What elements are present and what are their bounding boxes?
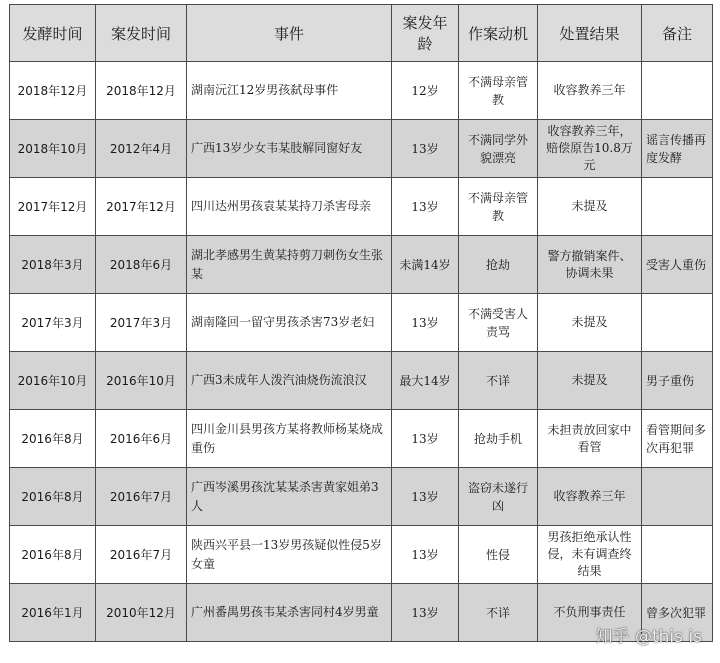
note-cell <box>642 294 713 352</box>
motive-cell: 抢劫 <box>459 236 538 294</box>
age-cell: 最大14岁 <box>392 352 459 410</box>
result-cell: 未担责放回家中看管 <box>538 410 642 468</box>
result-cell: 未提及 <box>538 294 642 352</box>
ferment-time-cell: 2016年8月 <box>10 526 96 584</box>
event-cell: 湖北孝感男生黄某持剪刀刺伤女生张某 <box>187 236 392 294</box>
header-occur-time: 案发时间 <box>96 5 187 62</box>
motive-cell: 抢劫手机 <box>459 410 538 468</box>
ferment-time-cell: 2016年8月 <box>10 410 96 468</box>
ferment-time-cell: 2018年3月 <box>10 236 96 294</box>
event-cell: 广西岑溪男孩沈某某杀害黄家姐弟3人 <box>187 468 392 526</box>
header-ferment-time: 发酵时间 <box>10 5 96 62</box>
table-row <box>10 120 713 178</box>
header-note: 备注 <box>642 5 713 62</box>
zhihu-watermark: 知乎 @this is <box>595 627 702 647</box>
event-cell: 广州番禺男孩韦某杀害同村4岁男童 <box>187 584 392 642</box>
age-cell: 13岁 <box>392 526 459 584</box>
motive-cell: 不详 <box>459 584 538 642</box>
occur-time-cell: 2016年6月 <box>96 410 187 468</box>
motive-cell: 盗窃未遂行凶 <box>459 468 538 526</box>
table-row <box>10 526 713 584</box>
table-row <box>10 236 713 294</box>
age-cell: 13岁 <box>392 410 459 468</box>
age-cell: 13岁 <box>392 468 459 526</box>
result-cell: 男孩拒绝承认性侵，未有调查终结果 <box>538 526 642 584</box>
note-cell <box>642 178 713 236</box>
header-result: 处置结果 <box>538 5 642 62</box>
juvenile-case-table <box>9 4 713 642</box>
occur-time-cell: 2016年7月 <box>96 526 187 584</box>
note-cell <box>642 526 713 584</box>
header-age: 案发年龄 <box>392 5 459 62</box>
event-cell: 湖南隆回一留守男孩杀害73岁老妇 <box>187 294 392 352</box>
result-cell: 不负刑事责任 <box>538 584 642 642</box>
occur-time-cell: 2017年12月 <box>96 178 187 236</box>
motive-cell: 不满同学外貌漂亮 <box>459 120 538 178</box>
ferment-time-cell: 2018年12月 <box>10 62 96 120</box>
age-cell: 13岁 <box>392 584 459 642</box>
event-cell: 四川金川县男孩方某将教师杨某烧成重伤 <box>187 410 392 468</box>
occur-time-cell: 2017年3月 <box>96 294 187 352</box>
motive-cell: 不详 <box>459 352 538 410</box>
occur-time-cell: 2010年12月 <box>96 584 187 642</box>
age-cell: 12岁 <box>392 62 459 120</box>
ferment-time-cell: 2016年10月 <box>10 352 96 410</box>
result-cell: 收容教养三年 <box>538 62 642 120</box>
result-cell: 警方撤销案件、协调未果 <box>538 236 642 294</box>
ferment-time-cell: 2017年3月 <box>10 294 96 352</box>
age-cell: 13岁 <box>392 294 459 352</box>
occur-time-cell: 2012年4月 <box>96 120 187 178</box>
occur-time-cell: 2018年12月 <box>96 62 187 120</box>
event-cell: 四川达州男孩袁某某持刀杀害母亲 <box>187 178 392 236</box>
table-row <box>10 294 713 352</box>
result-cell: 收容教养三年 <box>538 468 642 526</box>
age-cell: 13岁 <box>392 178 459 236</box>
ferment-time-cell: 2016年8月 <box>10 468 96 526</box>
ferment-time-cell: 2018年10月 <box>10 120 96 178</box>
header-row <box>10 5 713 62</box>
header-motive: 作案动机 <box>459 5 538 62</box>
ferment-time-cell: 2016年1月 <box>10 584 96 642</box>
event-cell: 广西13岁少女韦某肢解同窗好友 <box>187 120 392 178</box>
note-cell: 谣言传播再度发酵 <box>642 120 713 178</box>
event-cell: 湖南沅江12岁男孩弑母事件 <box>187 62 392 120</box>
motive-cell: 不满母亲管教 <box>459 62 538 120</box>
occur-time-cell: 2016年7月 <box>96 468 187 526</box>
table-row <box>10 468 713 526</box>
note-cell: 曾多次犯罪 <box>642 584 713 642</box>
event-cell: 广西3未成年人泼汽油烧伤流浪汉 <box>187 352 392 410</box>
motive-cell: 性侵 <box>459 526 538 584</box>
age-cell: 13岁 <box>392 120 459 178</box>
note-cell <box>642 468 713 526</box>
table-row <box>10 410 713 468</box>
table-row <box>10 352 713 410</box>
occur-time-cell: 2016年10月 <box>96 352 187 410</box>
note-cell: 受害人重伤 <box>642 236 713 294</box>
case-table-container <box>9 4 712 642</box>
table-row <box>10 178 713 236</box>
note-cell: 看管期间多次再犯罪 <box>642 410 713 468</box>
ferment-time-cell: 2017年12月 <box>10 178 96 236</box>
note-cell: 男子重伤 <box>642 352 713 410</box>
motive-cell: 不满母亲管教 <box>459 178 538 236</box>
table-row <box>10 62 713 120</box>
occur-time-cell: 2018年6月 <box>96 236 187 294</box>
result-cell: 未提及 <box>538 178 642 236</box>
note-cell <box>642 62 713 120</box>
age-cell: 未满14岁 <box>392 236 459 294</box>
result-cell: 未提及 <box>538 352 642 410</box>
event-cell: 陕西兴平县一13岁男孩疑似性侵5岁女童 <box>187 526 392 584</box>
motive-cell: 不满受害人责骂 <box>459 294 538 352</box>
header-event: 事件 <box>187 5 392 62</box>
result-cell: 收容教养三年，赔偿原告10.8万元 <box>538 120 642 178</box>
